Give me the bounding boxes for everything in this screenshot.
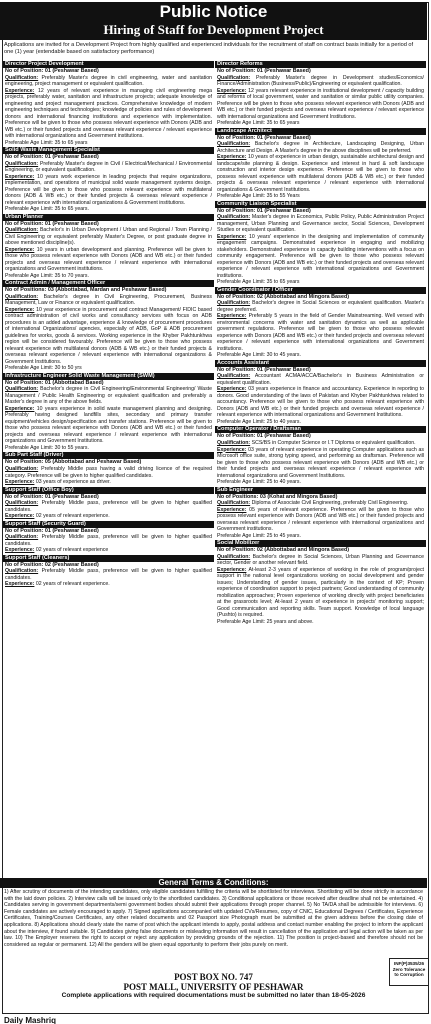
- qualification-label: Qualification:: [5, 534, 39, 541]
- job-experience: [215, 386, 426, 419]
- job-qualification: [215, 75, 426, 88]
- job-section: [215, 61, 426, 127]
- experience-text: 03 years of experience as driver.: [35, 479, 111, 486]
- job-section: [215, 201, 426, 286]
- job-section: [3, 373, 214, 452]
- job-section: [215, 487, 426, 540]
- notice-subtitle: Hiring of Staff for Development Project: [103, 22, 324, 37]
- terms-title: General Terms & Conditions:: [0, 878, 427, 888]
- job-section: [3, 147, 214, 213]
- job-title: Landscape Architect: [215, 128, 426, 135]
- job-section: [3, 487, 214, 520]
- job-section: [3, 452, 214, 485]
- experience-text: 02 years of relevant experience: [35, 547, 109, 554]
- qualification-text: Preferably Middle pass, preference will be given to higher qualified candidates.: [5, 534, 212, 547]
- experience-text: 02 years of relevant experience.: [35, 581, 110, 588]
- qualification-text: Bachelor's degree in Civil Engineering/Environmental Engineering/ Waste Management / Public Health Engineering or equivalent qualification and preferably a Master's degree in any of the above fields.: [5, 386, 212, 406]
- job-experience: [215, 567, 426, 619]
- job-age-limit: Preferable Age Limit: 35 to 65 years: [217, 279, 300, 286]
- job-age-limit: Preferable Age Limit: 35 to 65 years: [5, 139, 88, 146]
- experience-label: Experience:: [5, 547, 35, 554]
- experience-label: Experience:: [217, 446, 247, 453]
- right-column: [215, 60, 426, 625]
- job-section: [3, 214, 214, 280]
- qualification-text: Master's degree in Economics, Public Policy, Public Administration Project management, Urban Planning and Governance sector, Social Sciences, Development Studies or equivalent qualification.: [217, 214, 424, 234]
- experience-label: Experience:: [5, 306, 35, 313]
- qualification-text: Preferably Master's degree in Civil / Electrical/Mechanical / Environmental Engineering, or equivalent qualification.: [5, 160, 212, 174]
- qualification-text: Bachelor's in Urban Development / Urban and Regional / Town Planning / Civil Engineering or equivalent preferably Master's Degree, or post graduate degree in above mentioned discipline(s).: [5, 227, 212, 247]
- experience-label: Experience:: [5, 405, 35, 412]
- experience-text: Preferably 5 years in the field of Gender Mainstreaming. Well versed with environmental concerns with water and sanitation dynamics as well as applicable government regulations. Preference will be given to those who possess relevant experience with Donors (ADB and WB etc.) or their funded projects and overseas relevant experience / relevant experience with international organizations and Government institutions.: [217, 313, 424, 352]
- job-title: Support Staff (Office Boy): [3, 487, 214, 494]
- job-section: [215, 128, 426, 200]
- job-qualification: [215, 300, 426, 313]
- left-column: [3, 60, 214, 588]
- experience-text: 10 years in urban development and planning. Preference will be given to those who possess relevant experience with Donors (ADB and WB etc.) or their funded projects and overseas relevant experience / relevant experience with international organizations and Government institutions.: [5, 246, 212, 273]
- job-positions: No of Position: 01 (Peshawar Based): [217, 68, 311, 74]
- job-title: Solid Waste Management Specialist: [3, 147, 214, 154]
- qualification-text: SCS/BS in Computer Science or I.T Diploma or equivalent qualification.: [251, 440, 416, 447]
- job-age-limit: Preferable Age Limit: 30 to 50 yrs: [5, 365, 82, 372]
- job-qualification: [3, 75, 214, 88]
- experience-text: 03 years experience in finance and accountancy. Experience in reporting to donors. Good understanding of the laws of Pakistan and Khyber Pakhtunkhwa related to accountancy. Preference will be given to those who possess relevant experience with Donors (ADB and WB etc.) or their funded projects and overseas relevant experience / relevant experience with international organizations and Government Institutions.: [217, 386, 424, 419]
- qualification-label: Qualification:: [217, 440, 251, 447]
- job-qualification: [3, 500, 214, 513]
- experience-text: 10 years work experience in leading projects that require organizations, implementation, and operations of municipal solid waste management systems design. Preference will be given to those who possess relevant experience with multilateral donors (ADB & WB etc.) or their funded projects & overseas relevant experience / relevant experience with international organizations & Government institutions.: [5, 173, 212, 206]
- experience-label: Experience:: [217, 386, 247, 393]
- job-age-limit: Preferable Age Limit: 30 to 55 years.: [5, 444, 89, 451]
- terms-text: 1) After scrutiny of documents of the intending candidates, only eligible candidates fulfilling the criteria will be shortlisted for interviews. Shortlisting will be done strictly in accordance with the laid down policies. 2) Interview calls will be issued only to the shortlisted candidates. 3) Conditional applications or those received after deadline shall not be entertained. 4) Candidates serving in government departments/semi government bodies should submit their applications through proper channel. 5) No TA/DA shall be admissible for interviews. 6) Female candidates are actively encouraged to apply. 7) Signed applications accompanied with updated CVs/Resumes, copy of CNIC, Educational Degrees / Certificates, Experience Certificates, Training/Courses Certificates, any other related documents and 02 Passport size Photograph must be submitted at the given address before the closing date of applications. 8) Applications should clearly state the name of post which the applicant intends to apply, postal address and contact number enabling the project to inform the applicant about the interview, if found suitable. 9) Candidates giving false documents or misleading information will result in cancellation of the application and legal action will be taken as per law. 10) The Employer reserves the right to accept or reject any application by providing grounds of the rejection. 11) The position is project-based and therefore should not be considered as regular or permanent. 12) All the genders will be given equal opportunity to perform their jobs purely on merit.: [4, 889, 423, 948]
- job-age-limit: Preferable Age Limit: 30 to 45 years.: [217, 352, 301, 359]
- qualification-label: Qualification:: [217, 141, 251, 148]
- job-age-limit: Preferable Age Limit: 25 years and above.: [217, 618, 314, 625]
- job-experience: [3, 174, 214, 207]
- qualification-label: Qualification:: [217, 553, 251, 560]
- job-positions: No of Position: 01 (Peshawar Based): [217, 366, 311, 373]
- qualification-label: Qualification:: [217, 74, 251, 81]
- experience-text: 10 year experience in procurement and contract Management/ FIDIC based contract administration of civil works and consultancy services with focus on ADB procedures is an added advantage, experience & knowledge of procurement procedures of international Organizations/ agencies, especially of ADB, GoP & ADB procurement guidelines for works, goods & services. Working experience in the Khyber Pakhtunkhwa region will be considered favourably. Preference will be given to those who possess relevant experience with multilateral donors (ADB & WB etc.) or their funded projects & overseas relevant experience / relevant experience with international organizations & Government Institutions.: [5, 306, 212, 365]
- job-positions: No of Position: 05 (Abbottabad and Peshawar Based): [5, 459, 142, 466]
- job-qualification: [215, 554, 426, 567]
- experience-text: 02 years of relevant experience.: [35, 513, 110, 520]
- job-title: Sub Part Staff (Driver): [3, 452, 214, 459]
- job-title: Support Staff (Security Guard): [3, 521, 214, 528]
- job-positions: No of Position: 01 (Peshawar Based): [217, 207, 311, 214]
- job-section: [3, 280, 214, 372]
- job-age-limit: Preferable Age Limit: 35 to 65 years: [217, 120, 300, 127]
- job-experience: [3, 513, 214, 520]
- job-title: Sub Engineer: [215, 487, 426, 494]
- experience-label: Experience:: [217, 233, 247, 240]
- job-qualification: [3, 294, 214, 307]
- job-section: [3, 555, 214, 588]
- qualification-text: Bachelor's degree in Social Sciences, Urban Planning and Governance sector, Gender or another relevant field.: [217, 553, 424, 567]
- job-title: Infrastructure Engineer Solid Waste Management (SWM): [3, 373, 214, 380]
- job-positions: No of Positions: 03 (Abbottabad, Mardan and Peshawar Based): [5, 287, 167, 294]
- qualification-text: Bachelor's degree in Architecture, Landscaping Designing, Urban Architecture and Design. A Master's degree in the above disciplines will be preferred.: [217, 141, 424, 154]
- post-mall: POST MALL, UNIVERSITY OF PESHAWAR: [123, 982, 304, 992]
- job-age-limit: Preferable Age Limit: 35 to 70 years.: [5, 272, 89, 279]
- qualification-label: Qualification:: [5, 74, 39, 81]
- job-experience: [3, 479, 214, 486]
- job-experience: [3, 88, 214, 140]
- job-qualification: [215, 214, 426, 234]
- experience-text: At-least 2-3 years of experience of working in the role of program/project support in the national level organizations working on social development and gender issues; Understanding of gender issues, particularly in the context of KP; Proven experience of coordination support to project partners; Good understanding of community mobilization approaches; Proven experience of working directly with project beneficiaries at the grassroots level; At-least 2 years of experience in projects' monitoring support; Good communication and reporting skills. Team support. Knowledge of local language (Pushto) is required.: [217, 566, 424, 619]
- experience-label: Experience:: [5, 581, 35, 588]
- job-positions: No of Position: 01 (Peshawar Based): [217, 433, 311, 440]
- job-experience: [215, 313, 426, 352]
- qualification-text: Accountant ACMA/ACCA/Bachelor's in Business Administration or equivalent qualification.: [217, 373, 424, 386]
- job-age-limit: Preferable Age Limit: 25 to 40 years.: [217, 418, 301, 425]
- job-age-limit: Preferable Age Limit: 25 to 40 years.: [217, 479, 301, 486]
- job-title: Director Project Development: [3, 61, 214, 68]
- qualification-text: Preferably Middle pass, preference will be given to higher qualified candidates.: [5, 500, 212, 513]
- experience-label: Experience:: [5, 87, 35, 94]
- footer: [0, 972, 427, 1000]
- job-title: Accounts Assistant: [215, 360, 426, 367]
- job-positions: No of Position: 01 (Peshawar Based): [5, 68, 99, 74]
- job-section: [215, 426, 426, 485]
- job-positions: No of Position: 01 (Peshawar Based): [5, 220, 99, 227]
- job-section: [215, 360, 426, 426]
- qualification-label: Qualification:: [5, 568, 39, 575]
- job-qualification: [3, 534, 214, 547]
- experience-text: 10 years' experience in the designing and implementation of community engagement campaigns. Demonstrated experience in engaging and mobilizing stakeholders. Demonstrated experience in capacity building interventions with a focus on community engagement. Preference will be given to those who possess relevant experience with Donors (ADB and WB etc.) or their funded projects and overseas relevant experience / relevant experience with international organizations and Government institutions.: [217, 233, 424, 279]
- job-title: Community Liaison Specialist: [215, 201, 426, 208]
- infp-text: Zero Tolerance to Corruption: [392, 966, 426, 977]
- qualification-label: Qualification:: [5, 293, 39, 300]
- experience-text: 10 years experience in solid waste management planning and designing. Preferably having designed landfills sites, secondary and primary transfer equipment/vehicles design/specification and transfer stations. Preference will be given to those who possess relevant experience with Donors (ADB and WB etc.) or their funded projects and overseas relevant experience / relevant experience with international organizations and Government Institutions.: [5, 405, 212, 445]
- qualification-label: Qualification:: [5, 386, 39, 393]
- qualification-text: Bachelor's degree in Civil Engineering, Procurement, Business Management, Law or Finance or equivalent qualification.: [5, 293, 212, 307]
- experience-label: Experience:: [217, 313, 247, 320]
- job-title: Urban Planner: [3, 214, 214, 221]
- job-qualification: [215, 141, 426, 154]
- job-qualification: [3, 466, 214, 479]
- job-positions: No of Position: 01 (Peshawar Based): [217, 134, 311, 141]
- job-age-limit: Preferable Age Limit: 25 to 45 years.: [217, 532, 301, 539]
- experience-text: 12 years relevant experience in institutional development / capacity building and reforms of local government, water and sanitation or similar public utility companies. Preference will be given to those who possess relevant experience with Donors (ADB and WB etc.) or their funded projects and overseas relevant experience / relevant experience with international organizations and Government Institutions.: [217, 87, 424, 120]
- experience-text: 03 years of relevant experience in operating Computer applications such as Microsoft office suite, strong typing speed, and performing as draftsman. Preference will be given to those who possess relevant experience with Donors (ADB and WB etc.) or their funded projects and overseas relevant experience / relevant experience with international organizations and Government Institutions.: [217, 446, 424, 479]
- job-section: [215, 287, 426, 359]
- job-positions: No of Position: 02 (Abbottabad and Mingora Based): [217, 547, 350, 554]
- job-experience: [3, 581, 214, 588]
- qualification-label: Qualification:: [217, 300, 251, 307]
- qualification-label: Qualification:: [5, 466, 39, 473]
- job-section: [3, 521, 214, 554]
- experience-label: Experience:: [217, 506, 247, 513]
- qualification-label: Qualification:: [5, 500, 39, 507]
- job-experience: [3, 307, 214, 366]
- job-title: Contract Admin / Management Officer: [3, 280, 214, 287]
- qualification-text: Preferably Middle pass, preference will be given to higher qualified candidates.: [5, 568, 212, 581]
- job-title: Social Mobilizer: [215, 540, 426, 547]
- job-experience: [215, 88, 426, 121]
- job-positions: No of Position: 01 (Abbottabad Based): [5, 379, 104, 386]
- job-age-limit: Preferable Age Limit: 35 to 65 years.: [5, 206, 89, 213]
- job-section: [215, 540, 426, 625]
- post-box: POST BOX NO. 747: [174, 972, 253, 982]
- deadline: Complete applications with required documentations must be submitted no later than 18-05-2026: [61, 992, 366, 999]
- qualification-text: Preferably Master's degree in civil engineering, water and sanitation engineering, project management or equivalent qualification.: [5, 74, 213, 88]
- qualification-text: Diploma of Associate Civil Engineering, preferably Civil Engineering.: [251, 500, 409, 507]
- qualification-label: Qualification:: [217, 214, 251, 221]
- job-qualification: [3, 227, 214, 247]
- intro-text: Applications are invited for a Development Project from highly qualified and experienced individuals for the recruitment of staff on contract basis initially for a period of one (1) year (extendable based on satisfactory performance): [4, 42, 414, 55]
- job-experience: [215, 447, 426, 480]
- job-experience: [3, 247, 214, 273]
- job-qualification: [3, 161, 214, 174]
- experience-label: Experience:: [5, 173, 35, 180]
- qualification-text: Preferably Master's degree in Development studies/Economics/ Finance/Administration (Business/Public)/Engineering or equivalent qualification.: [217, 74, 424, 88]
- job-title: Support Staff (Cleaners): [3, 555, 214, 562]
- qualification-text: Preferably Middle pass having a valid driving licence of the required category. Preference will be given to higher qualified candidates.: [5, 466, 212, 479]
- job-positions: No of Positions: 03 (Kohat and Mingora Based): [217, 493, 338, 500]
- qualification-label: Qualification:: [5, 227, 39, 234]
- job-positions: No of Position: 02 (Abbottabad and Mingora Based): [217, 293, 350, 300]
- experience-text: 10 years of experience in urban design, sustainable architectural design and landscape/site planning & design. Experience and interest in hard & soft landscape construction and interior design experience. Preference will be given to those who possess relevant experience with multilateral donors (ADB & WB etc.) or their funded projects & overseas relevant experience / relevant experience with international organizations & Government Institutions.: [217, 154, 424, 193]
- job-age-limit: Preferable Age Limit: 35 to 55 Years: [217, 193, 300, 200]
- job-title: Gender Coordinator / Officer: [215, 287, 426, 294]
- job-experience: [3, 406, 214, 445]
- job-experience: [215, 154, 426, 193]
- experience-label: Experience:: [5, 479, 35, 486]
- job-experience: [3, 547, 214, 554]
- job-positions: No of Position: 01 (Peshawar Based): [5, 154, 99, 161]
- job-experience: [215, 507, 426, 533]
- experience-label: Experience:: [217, 87, 247, 94]
- job-positions: No of Position: 01 (Peshawar Based): [5, 493, 99, 500]
- experience-label: Experience:: [217, 154, 247, 161]
- experience-text: 05 years of relevant experience. Preference will be given to those who possess relevant experience with Donors (ADB and WB etc.) or their funded projects and overseas relevant experience / relevant experience with international organizations and Government institutions.: [217, 506, 424, 533]
- job-positions: No of Position: 01 (Peshawar Based): [5, 527, 99, 534]
- experience-label: Experience:: [5, 513, 35, 520]
- job-qualification: [215, 373, 426, 386]
- experience-text: 12 years of relevant experience in managing civil engineering mega projects, preferably water, sanitation and infrastructure projects; adequate knowledge of engineering and project management practices. Comprehensive knowledge of modern engineering techniques and technologies; knowledge of policies and rules of development donors and international financing institutions and experience with implementation. Preference will be given to those who possess relevant experience with Donors (ADB and WB etc.) or their funded projects and overseas relevant experience / relevant experience with international organizations and Government institutions.: [5, 87, 212, 140]
- qualification-label: Qualification:: [217, 500, 251, 507]
- job-positions: No of Position: 02 (Peshawar Based): [5, 561, 99, 568]
- job-qualification: [3, 568, 214, 581]
- infp-code: INF(P)3535/26: [393, 961, 425, 966]
- experience-label: Experience:: [5, 246, 35, 253]
- newspaper-name: Daily Mashriq: [4, 1016, 57, 1024]
- notice-title: Public Notice: [159, 2, 268, 21]
- qualification-label: Qualification:: [5, 160, 39, 167]
- experience-label: Experience:: [217, 566, 247, 573]
- job-qualification: [3, 386, 214, 406]
- job-experience: [215, 234, 426, 280]
- job-title: Computer Operator / Draftsman: [215, 426, 426, 433]
- qualification-label: Qualification:: [217, 373, 251, 380]
- notice-header: [0, 2, 427, 40]
- qualification-text: Bachelor's degree in Social Sciences or equivalent qualification. Master's degree preferred.: [217, 300, 424, 313]
- job-title: Director Reforms: [215, 61, 426, 68]
- job-section: [3, 61, 214, 146]
